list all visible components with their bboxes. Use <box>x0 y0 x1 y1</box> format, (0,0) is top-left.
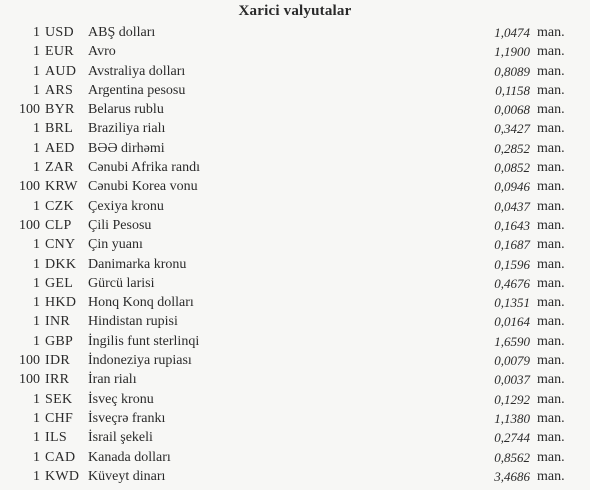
quantity-value: 100 <box>19 102 40 118</box>
exchange-rate: 0,0164 <box>494 314 530 330</box>
quantity-value: 1 <box>33 25 40 40</box>
quantity-value: 1 <box>33 237 40 253</box>
currency-row <box>0 274 590 293</box>
quantity-value: 1 <box>33 256 40 272</box>
exchange-rate: 0,0946 <box>494 179 530 195</box>
currency-row <box>0 428 590 447</box>
currency-row <box>0 312 590 331</box>
unit-label: man. <box>537 391 565 407</box>
currency-code: INR <box>45 314 71 330</box>
currency-code: BYR <box>45 102 75 118</box>
quantity-value: 1 <box>33 82 40 98</box>
currency-code: CAD <box>45 449 76 465</box>
currency-list <box>0 23 590 486</box>
currency-name: Cənubi Korea vonu <box>88 179 198 195</box>
quantity-value: 1 <box>33 160 40 176</box>
currency-row <box>0 351 590 370</box>
exchange-rate: 0,1351 <box>494 295 530 311</box>
unit-label: man. <box>537 160 565 176</box>
currency-name: BƏƏ dirhəmi <box>88 140 165 156</box>
quantity-value: 1 <box>33 121 40 137</box>
currency-code: CNY <box>45 237 76 253</box>
exchange-rate: 0,0437 <box>494 198 530 214</box>
currency-name: Avro <box>88 44 116 60</box>
unit-label: man. <box>537 295 565 311</box>
exchange-rate: 0,2852 <box>494 140 530 156</box>
currency-code: BRL <box>45 121 74 137</box>
currency-row <box>0 390 590 409</box>
quantity-value: 1 <box>33 410 40 426</box>
quantity-value: 1 <box>33 430 40 446</box>
unit-label: man. <box>537 198 565 214</box>
currency-row <box>0 119 590 138</box>
quantity-value: 1 <box>33 333 40 349</box>
currency-name: Kanada dolları <box>88 449 171 465</box>
currency-name: Belarus rublu <box>88 102 164 118</box>
currency-name: Hindistan rupisi <box>88 314 178 330</box>
currency-name: Küveyt dinarı <box>88 468 166 484</box>
unit-label: man. <box>537 275 565 291</box>
exchange-rate: 0,3427 <box>494 121 530 137</box>
currency-row <box>0 100 590 119</box>
unit-label: man. <box>537 102 565 118</box>
quantity-value: 100 <box>19 217 40 233</box>
exchange-rate: 1,1380 <box>494 410 530 426</box>
exchange-rate: 1,0474 <box>494 25 530 40</box>
currency-code: DKK <box>45 256 77 272</box>
quantity-value: 100 <box>19 179 40 195</box>
unit-label: man. <box>537 314 565 330</box>
currency-name: İndoneziya rupiası <box>88 353 192 369</box>
exchange-rate: 0,2744 <box>494 430 530 446</box>
currency-code: HKD <box>45 295 77 311</box>
currency-code: EUR <box>45 44 74 60</box>
currency-name: Çin yuanı <box>88 237 143 253</box>
exchange-rate: 0,0852 <box>494 160 530 176</box>
currency-row <box>0 139 590 158</box>
currency-code: CHF <box>45 410 74 426</box>
currency-name: Braziliya rialı <box>88 121 166 137</box>
currency-name: İsrail şekeli <box>88 430 153 446</box>
currency-name: Danimarka kronu <box>88 256 187 272</box>
quantity-value: 1 <box>33 391 40 407</box>
currency-row <box>0 235 590 254</box>
currency-row <box>0 409 590 428</box>
currency-code: IRR <box>45 372 70 388</box>
quantity-value: 1 <box>33 198 40 214</box>
unit-label: man. <box>537 217 565 233</box>
unit-label: man. <box>537 372 565 388</box>
exchange-rate: 0,1643 <box>494 217 530 233</box>
currency-name: Cənubi Afrika randı <box>88 160 200 176</box>
unit-label: man. <box>537 237 565 253</box>
unit-label: man. <box>537 410 565 426</box>
currency-name: Honq Konq dolları <box>88 295 194 311</box>
currency-code: ZAR <box>45 160 74 176</box>
currency-name: Çili Pesosu <box>88 217 152 233</box>
currency-row <box>0 42 590 61</box>
currency-name: Avstraliya dolları <box>88 63 186 79</box>
currency-code: KRW <box>45 179 78 195</box>
currency-name: İran rialı <box>88 372 137 388</box>
exchange-rate: 0,0079 <box>494 353 530 369</box>
currency-code: GBP <box>45 333 74 349</box>
currency-code: GEL <box>45 275 74 291</box>
unit-label: man. <box>537 25 565 40</box>
quantity-value: 1 <box>33 140 40 156</box>
unit-label: man. <box>537 449 565 465</box>
quantity-value: 1 <box>33 44 40 60</box>
currency-row <box>0 467 590 486</box>
currency-name: İsveç kronu <box>88 391 154 407</box>
quantity-value: 1 <box>33 295 40 311</box>
currency-name: İsveçrə frankı <box>88 410 166 426</box>
unit-label: man. <box>537 63 565 79</box>
exchange-rate: 0,1292 <box>494 391 530 407</box>
exchange-rate: 0,8562 <box>494 449 530 465</box>
currency-name: ABŞ dolları <box>88 25 156 40</box>
unit-label: man. <box>537 140 565 156</box>
currency-code: SEK <box>45 391 73 407</box>
unit-label: man. <box>537 82 565 98</box>
exchange-rate: 1,1900 <box>494 44 530 60</box>
currency-name: Gürcü larisi <box>88 275 155 291</box>
unit-label: man. <box>537 333 565 349</box>
quantity-value: 1 <box>33 314 40 330</box>
currency-code: KWD <box>45 468 80 484</box>
currency-row <box>0 293 590 312</box>
currency-row <box>0 23 590 42</box>
currency-code: ARS <box>45 82 74 98</box>
quantity-value: 1 <box>33 63 40 79</box>
exchange-rate: 0,4676 <box>494 275 530 291</box>
currency-name: İngilis funt sterlinqi <box>88 333 200 349</box>
currency-row <box>0 216 590 235</box>
unit-label: man. <box>537 468 565 484</box>
quantity-value: 100 <box>19 353 40 369</box>
currency-name: Çexiya kronu <box>88 198 164 214</box>
currency-row <box>0 197 590 216</box>
exchange-rate: 3,4686 <box>494 468 530 484</box>
currency-row <box>0 448 590 467</box>
currency-row <box>0 62 590 81</box>
currency-row <box>0 370 590 389</box>
page-title: Xarici valyutalar <box>238 3 352 19</box>
currency-code: CZK <box>45 198 74 214</box>
currency-code: USD <box>45 25 74 40</box>
currency-code: ILS <box>45 430 67 446</box>
quantity-value: 1 <box>33 275 40 291</box>
currency-name: Argentina pesosu <box>88 82 186 98</box>
quantity-value: 100 <box>19 372 40 388</box>
exchange-rate: 0,8089 <box>494 63 530 79</box>
unit-label: man. <box>537 121 565 137</box>
quantity-value: 1 <box>33 449 40 465</box>
currency-row <box>0 255 590 274</box>
unit-label: man. <box>537 256 565 272</box>
currency-row <box>0 332 590 351</box>
exchange-rate: 0,1687 <box>494 237 530 253</box>
currency-code: AED <box>45 140 75 156</box>
exchange-rate: 1,6590 <box>494 333 530 349</box>
unit-label: man. <box>537 44 565 60</box>
unit-label: man. <box>537 430 565 446</box>
currency-row <box>0 177 590 196</box>
currency-row <box>0 81 590 100</box>
unit-label: man. <box>537 179 565 195</box>
exchange-rate: 0,0068 <box>494 102 530 118</box>
exchange-rate: 0,0037 <box>494 372 530 388</box>
currency-row <box>0 158 590 177</box>
exchange-rate: 0,1596 <box>494 256 530 272</box>
exchange-rate: 0,1158 <box>495 82 530 98</box>
currency-code: AUD <box>45 63 77 79</box>
currency-code: CLP <box>45 217 72 233</box>
quantity-value: 1 <box>33 468 40 484</box>
currency-code: IDR <box>45 353 71 369</box>
unit-label: man. <box>537 353 565 369</box>
